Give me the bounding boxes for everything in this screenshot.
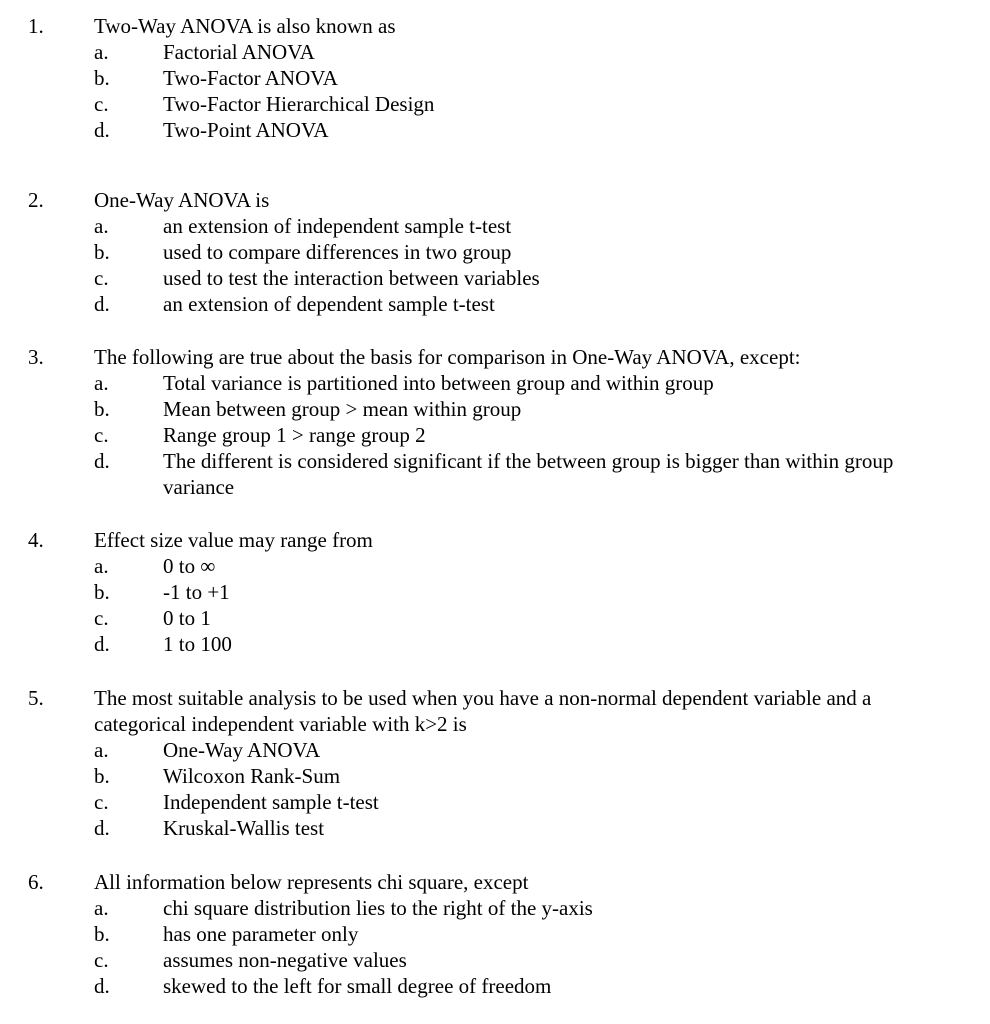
option-letter: c. xyxy=(94,606,109,630)
option-letter: b. xyxy=(94,397,110,421)
question-text: Effect size value may range from xyxy=(94,528,373,552)
question-number: 1. xyxy=(28,14,44,38)
option-letter: a. xyxy=(94,738,109,762)
option-letter: d. xyxy=(94,292,110,316)
option-text: has one parameter only xyxy=(163,922,359,946)
option-text: used to compare differences in two group xyxy=(163,240,512,264)
option-c[interactable] xyxy=(0,422,990,448)
option-b[interactable] xyxy=(0,921,990,947)
option-text: Two-Factor Hierarchical Design xyxy=(163,92,435,116)
option-letter: b. xyxy=(94,580,110,604)
option-text: -1 to +1 xyxy=(163,580,230,604)
question-text: Two-Way ANOVA is also known as xyxy=(94,14,396,38)
question-number: 3. xyxy=(28,345,44,369)
option-letter: d. xyxy=(94,816,110,840)
option-text: Mean between group > mean within group xyxy=(163,397,522,421)
question-text: All information below represents chi square, except xyxy=(94,870,529,894)
option-text: Wilcoxon Rank-Sum xyxy=(163,764,341,788)
option-letter: c. xyxy=(94,266,109,290)
option-b[interactable] xyxy=(0,239,990,265)
option-c[interactable] xyxy=(0,91,990,117)
option-text: 0 to ∞ xyxy=(163,554,216,578)
option-letter: a. xyxy=(94,40,109,64)
option-d[interactable] xyxy=(0,973,990,999)
question-text: The most suitable analysis to be used when you have a non-normal dependent variable and a categorical independent variable with k>2 is xyxy=(94,686,872,736)
option-letter: a. xyxy=(94,554,109,578)
option-c[interactable] xyxy=(0,947,990,973)
option-a[interactable] xyxy=(0,895,990,921)
question-number: 2. xyxy=(28,188,44,212)
option-letter: d. xyxy=(94,118,110,142)
option-letter: d. xyxy=(94,449,110,473)
option-d[interactable] xyxy=(0,448,990,500)
option-text: Total variance is partitioned into between group and within group xyxy=(163,371,714,395)
option-c[interactable] xyxy=(0,265,990,291)
option-letter: c. xyxy=(94,92,109,116)
option-text: 1 to 100 xyxy=(163,632,232,656)
option-text: Two-Factor ANOVA xyxy=(163,66,338,90)
option-d[interactable] xyxy=(0,815,990,841)
option-c[interactable] xyxy=(0,789,990,815)
option-a[interactable] xyxy=(0,553,990,579)
option-d[interactable] xyxy=(0,291,990,317)
option-letter: c. xyxy=(94,423,109,447)
option-letter: b. xyxy=(94,240,110,264)
option-d[interactable] xyxy=(0,117,990,143)
option-a[interactable] xyxy=(0,370,990,396)
option-b[interactable] xyxy=(0,579,990,605)
option-text: Range group 1 > range group 2 xyxy=(163,423,426,447)
option-letter: c. xyxy=(94,790,109,814)
option-text: an extension of independent sample t-test xyxy=(163,214,512,238)
option-text: Kruskal-Wallis test xyxy=(163,816,325,840)
option-letter: a. xyxy=(94,371,109,395)
option-text: an extension of dependent sample t-test xyxy=(163,292,495,316)
option-text: 0 to 1 xyxy=(163,606,211,630)
option-a[interactable] xyxy=(0,213,990,239)
option-c[interactable] xyxy=(0,605,990,631)
question-number: 5. xyxy=(28,686,44,710)
option-text: One-Way ANOVA xyxy=(163,738,321,762)
option-b[interactable] xyxy=(0,65,990,91)
option-d[interactable] xyxy=(0,631,990,657)
option-letter: a. xyxy=(94,214,109,238)
option-letter: b. xyxy=(94,66,110,90)
option-text: Independent sample t-test xyxy=(163,790,379,814)
option-letter: a. xyxy=(94,896,109,920)
option-text: chi square distribution lies to the right of the y-axis xyxy=(163,896,593,920)
option-text: skewed to the left for small degree of freedom xyxy=(163,974,552,998)
option-b[interactable] xyxy=(0,763,990,789)
question-text: The following are true about the basis for comparison in One-Way ANOVA, except: xyxy=(94,345,801,369)
question-number: 6. xyxy=(28,870,44,894)
option-text: assumes non-negative values xyxy=(163,948,407,972)
option-a[interactable] xyxy=(0,39,990,65)
option-text: The different is considered significant if the between group is bigger than within group variance xyxy=(163,449,894,499)
option-text: Factorial ANOVA xyxy=(163,40,315,64)
option-b[interactable] xyxy=(0,396,990,422)
option-text: used to test the interaction between variables xyxy=(163,266,540,290)
option-letter: b. xyxy=(94,764,110,788)
option-letter: b. xyxy=(94,922,110,946)
option-a[interactable] xyxy=(0,737,990,763)
option-letter: d. xyxy=(94,632,110,656)
option-letter: c. xyxy=(94,948,109,972)
question-number: 4. xyxy=(28,528,44,552)
option-letter: d. xyxy=(94,974,110,998)
question-text: One-Way ANOVA is xyxy=(94,188,270,212)
option-text: Two-Point ANOVA xyxy=(163,118,329,142)
